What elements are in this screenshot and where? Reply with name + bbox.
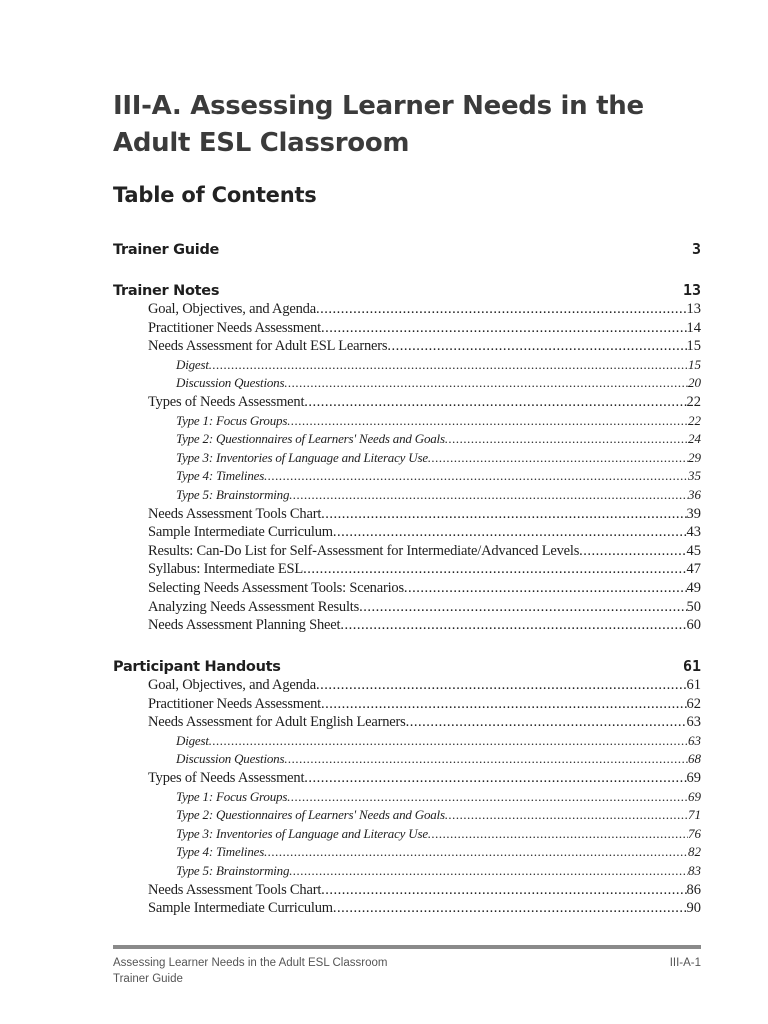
dot-leader — [289, 487, 688, 503]
toc-entry-title: Types of Needs Assessment — [148, 769, 305, 786]
dot-leader — [264, 468, 688, 484]
toc-entry — [113, 882, 701, 901]
toc-entry — [113, 431, 701, 450]
dot-leader — [287, 789, 688, 805]
dot-leader — [209, 733, 688, 749]
toc-entry — [113, 357, 701, 376]
toc-entry — [113, 580, 701, 599]
toc-entry-title: Type 3: Inventories of Language and Literacy Use — [176, 825, 428, 841]
toc-entry-title: Goal, Objectives, and Agenda — [148, 301, 316, 317]
toc-entry-title: Discussion Questions — [176, 751, 285, 767]
toc-entry — [113, 524, 701, 543]
toc-entry-page: 49 — [686, 579, 701, 596]
toc-entry-title: Type 3: Inventories of Language and Literacy Use — [176, 449, 428, 465]
toc-entry-page: 45 — [686, 542, 701, 559]
dot-leader — [321, 506, 686, 523]
toc-entry-title: Practitioner Needs Assessment — [148, 695, 322, 712]
toc-entry-page: 82 — [688, 844, 701, 860]
toc-entry-page: 76 — [688, 825, 701, 841]
toc-entry — [113, 506, 701, 525]
toc-entry-title: Needs Assessment Tools Chart — [148, 881, 322, 898]
toc-entries-participant-handouts — [113, 677, 701, 919]
dot-leader — [289, 863, 688, 879]
toc-entry — [113, 733, 701, 752]
dot-leader — [304, 770, 686, 787]
toc-section-trainer-guide — [113, 240, 701, 260]
toc-entry — [113, 751, 701, 770]
toc-entry — [113, 770, 701, 789]
toc-entry-page: 50 — [686, 598, 701, 615]
toc-entry-page: 90 — [686, 900, 701, 917]
toc-entry-title: Sample Intermediate Curriculum — [148, 900, 333, 917]
toc-entry — [113, 338, 701, 357]
toc-entry-title: Results: Can-Do List for Self-Assessment for Intermediate/Advanced Levels — [148, 542, 580, 559]
dot-leader — [359, 599, 686, 616]
dot-leader — [264, 844, 688, 860]
dot-leader — [428, 450, 688, 466]
toc-entry-title: Sample Intermediate Curriculum — [148, 524, 333, 541]
toc-entries-trainer-notes — [113, 301, 701, 636]
toc-entry-page: 43 — [686, 524, 701, 541]
footer-page-id: III-A-1 — [669, 957, 701, 969]
toc-entry — [113, 394, 701, 413]
toc-entry-page: 15 — [686, 338, 701, 355]
toc-entry-page: 22 — [688, 412, 701, 428]
toc-entry-title: Syllabus: Intermediate ESL — [148, 561, 304, 578]
toc-entry-page: 39 — [686, 505, 701, 522]
toc-entry-page: 60 — [686, 617, 701, 634]
section-label: Participant Handouts — [113, 659, 281, 675]
toc-entry-title: Practitioner Needs Assessment — [148, 319, 322, 336]
toc-entry — [113, 714, 701, 733]
footer-subtitle: Trainer Guide — [113, 972, 183, 985]
section-label: Trainer Notes — [113, 283, 220, 299]
toc-entry-title: Type 1: Focus Groups — [176, 788, 288, 804]
toc-entry-page: 35 — [688, 468, 701, 484]
toc-entry — [113, 561, 701, 580]
toc-entry — [113, 863, 701, 882]
toc-entry-title: Type 5: Brainstorming — [176, 862, 290, 878]
toc-entry — [113, 413, 701, 432]
toc-entry-title: Type 4: Timelines — [176, 844, 265, 860]
toc-entry-page: 22 — [686, 393, 701, 410]
toc-entry-page: 61 — [686, 677, 701, 693]
dot-leader — [445, 807, 688, 823]
dot-leader — [287, 413, 688, 429]
toc-entry-title: Analyzing Needs Assessment Results — [148, 598, 360, 615]
toc-entry — [113, 807, 701, 826]
dot-leader — [445, 431, 688, 447]
dot-leader — [321, 882, 686, 899]
toc-entry-title: Needs Assessment Planning Sheet — [148, 617, 341, 634]
page-footer — [113, 956, 701, 987]
toc-entry-title: Discussion Questions — [176, 375, 285, 391]
toc-entry-page: 63 — [688, 732, 701, 748]
dot-leader — [316, 677, 687, 694]
toc-entry-page: 15 — [688, 356, 701, 372]
dot-leader — [387, 338, 686, 355]
toc-entry — [113, 696, 701, 715]
toc-entry-title: Needs Assessment for Adult English Learners — [148, 714, 406, 731]
footer-document-title: Assessing Learner Needs in the Adult ESL Classroom — [113, 957, 388, 969]
toc-entry-page: 69 — [686, 769, 701, 786]
toc-entry — [113, 301, 701, 320]
dot-leader — [316, 301, 687, 318]
toc-entry-page: 83 — [688, 862, 701, 878]
toc-entry — [113, 543, 701, 562]
toc-entry — [113, 487, 701, 506]
dot-leader — [321, 696, 686, 713]
dot-leader — [333, 900, 687, 917]
page-title — [113, 88, 673, 162]
toc-entry-page: 24 — [688, 431, 701, 447]
toc-section-participant-handouts — [113, 657, 701, 677]
toc-entry-page: 47 — [686, 561, 701, 578]
footer-divider — [113, 945, 701, 949]
toc-section-trainer-notes — [113, 281, 701, 301]
toc-entry-title: Needs Assessment Tools Chart — [148, 505, 322, 522]
dot-leader — [304, 394, 686, 411]
toc-entry — [113, 844, 701, 863]
dot-leader — [303, 561, 686, 578]
toc-entry-title: Digest — [176, 356, 209, 372]
toc-entry-page: 14 — [686, 319, 701, 336]
toc-entry — [113, 375, 701, 394]
dot-leader — [321, 320, 686, 337]
toc-entry — [113, 599, 701, 618]
toc-entry-title: Selecting Needs Assessment Tools: Scenarios — [148, 579, 404, 596]
dot-leader — [404, 580, 687, 597]
toc-entry-title: Digest — [176, 732, 209, 748]
toc-entry-title: Types of Needs Assessment — [148, 393, 305, 410]
toc-entry-title: Needs Assessment for Adult ESL Learners — [148, 338, 388, 355]
dot-leader — [284, 751, 688, 767]
dot-leader — [284, 375, 688, 391]
toc-entry — [113, 789, 701, 808]
dot-leader — [333, 524, 687, 541]
toc-entry — [113, 900, 701, 919]
dot-leader — [579, 543, 686, 560]
toc-entry-title: Type 1: Focus Groups — [176, 412, 288, 428]
page-title-line-2: Adult ESL Classroom — [113, 128, 410, 158]
toc-entry-page: 86 — [686, 881, 701, 898]
dot-leader — [209, 357, 688, 373]
toc-entry — [113, 617, 701, 636]
toc-entry-page: 62 — [686, 695, 701, 712]
toc-entry-title: Type 4: Timelines — [176, 468, 265, 484]
toc-entry-title: Type 2: Questionnaires of Learners' Needs and Goals — [176, 807, 445, 823]
toc-entry — [113, 468, 701, 487]
toc-entry — [113, 826, 701, 845]
toc-entry-title: Goal, Objectives, and Agenda — [148, 677, 316, 693]
section-label: Trainer Guide — [113, 242, 220, 258]
section-page-number: 13 — [682, 281, 701, 299]
toc-heading: Table of Contents — [113, 183, 317, 207]
page-title-line-1: III-A. Assessing Learner Needs in the — [113, 91, 644, 121]
toc-entry-title: Type 5: Brainstorming — [176, 486, 290, 502]
toc-entry-page: 69 — [688, 788, 701, 804]
toc-entry-page: 63 — [686, 714, 701, 731]
toc-entry-page: 29 — [688, 449, 701, 465]
toc-entry-page: 71 — [688, 807, 701, 823]
toc-entry — [113, 677, 701, 696]
dot-leader — [340, 617, 686, 634]
toc-entry — [113, 320, 701, 339]
section-page-number: 3 — [691, 240, 701, 258]
toc-entry — [113, 450, 701, 469]
dot-leader — [428, 826, 688, 842]
toc-entry-page: 20 — [688, 375, 701, 391]
toc-entry-page: 36 — [688, 486, 701, 502]
toc-entry-title: Type 2: Questionnaires of Learners' Needs and Goals — [176, 431, 445, 447]
toc-entry-page: 13 — [686, 301, 701, 317]
section-page-number: 61 — [682, 657, 701, 675]
toc-entry-page: 68 — [688, 751, 701, 767]
dot-leader — [406, 714, 687, 731]
